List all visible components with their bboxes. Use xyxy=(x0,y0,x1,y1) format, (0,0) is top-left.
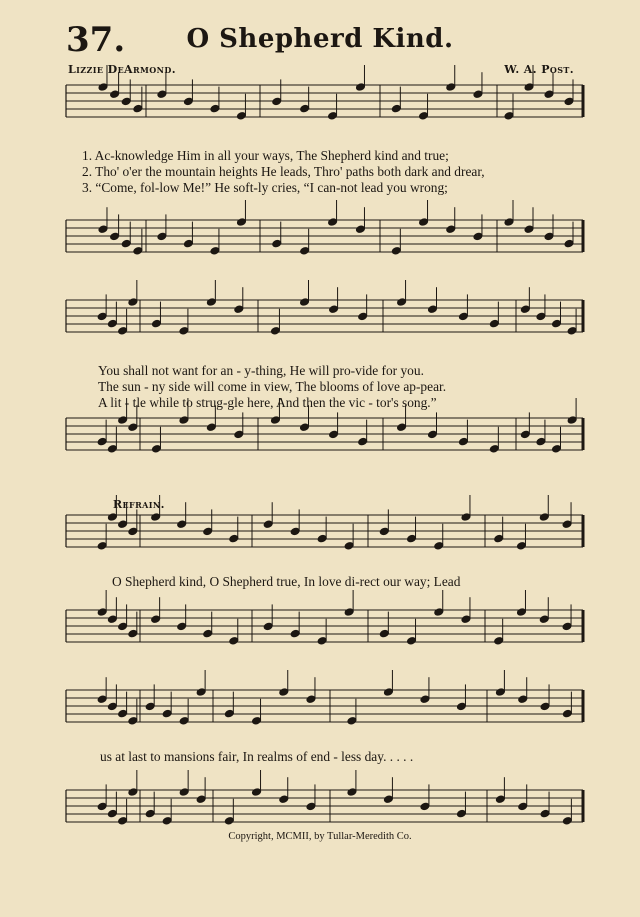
refrain-line-1: O Shepherd kind, O Shepherd true, In love di-rect our way; Lead xyxy=(112,574,461,589)
copyright-notice: Copyright, MCMII, by Tullar-Meredith Co. xyxy=(228,831,412,842)
refrain-line-2: us at last to mansions fair, In realms of end - less day. . . . . xyxy=(100,749,414,764)
verse-2-line-2: The sun - ny side will come in view, The blooms of love ap-pear. xyxy=(98,379,447,394)
refrain-label: Refrain. xyxy=(113,498,165,511)
composer-credit: W. A. Post. xyxy=(504,63,574,76)
lyricist-credit: Lizzie DeArmond. xyxy=(68,63,176,76)
verse-3-line-1: 3. “Come, fol-low Me!” He soft-ly cries, “I can-not lead you wrong; xyxy=(82,180,448,195)
verse-1-line-2: You shall not want for an - y-thing, He will pro-vide for you. xyxy=(98,363,424,378)
hymn-number: 37. xyxy=(66,20,126,60)
hymn-title: O Shepherd Kind. xyxy=(186,24,454,54)
verse-1-line-1: 1. Ac-knowledge Him in all your ways, The Shepherd kind and true; xyxy=(82,148,449,163)
verse-3-line-2: A lit - tle while to strug-gle here, And then the vic - tor's song.” xyxy=(98,395,437,410)
verse-2-line-1: 2. Tho' o'er the mountain heights He leads, Thro' paths both dark and drear, xyxy=(82,164,485,179)
